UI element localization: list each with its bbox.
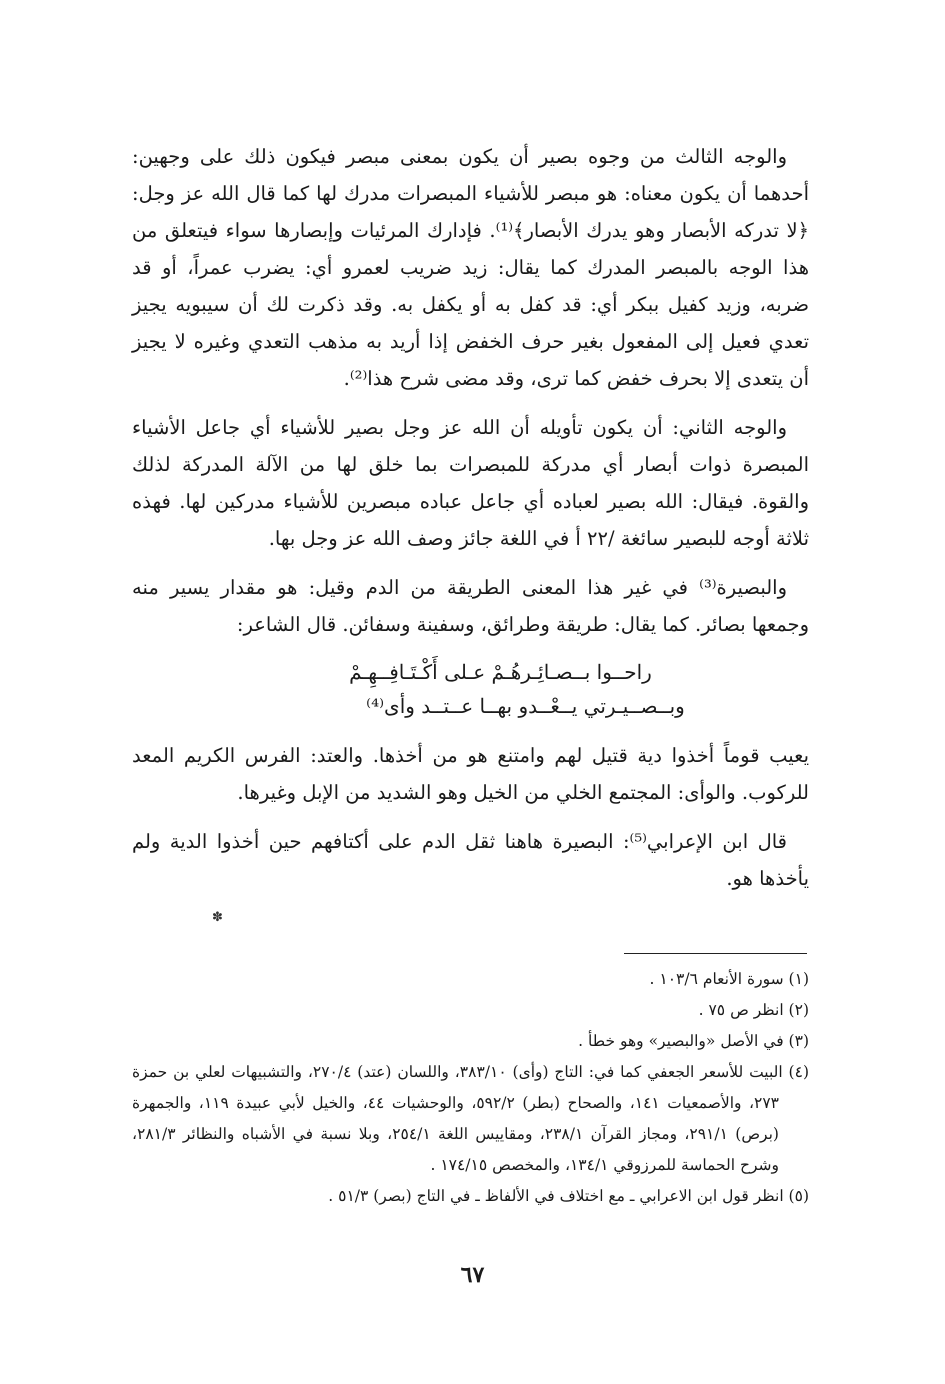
footnote-3: (٣) في الأصل «والبصير» وهو خطأ . — [578, 1032, 809, 1050]
poetry-verse — [132, 655, 809, 723]
paragraph-basira-definition: والبصيرة⁽³⁾ في غير هذا المعنى الطريقة من الدم وقيل: هو مقدار يسير منه وجمعها بصائر. كما يقال: طريقة وطرائق، وسفينة وسفائن. قال الشاعر: — [132, 576, 809, 636]
paragraph-verse-explanation: يعيب قوماً أخذوا دية قتيل لهم وامتنع هو من أخذها. والعتد: الفرس الكريم المعد للركوب. والوأى: المجتمع الخلي من الخيل وهو الشديد من الإبل وغيرها. — [132, 744, 809, 804]
verse-hemistich-2: وبــصــيـرتي يــعْــدو بهــا عــتــد وأى⁽⁴⁾ — [366, 694, 685, 718]
footnote-1: (١) سورة الأنعام ١٠٣/٦ . — [649, 970, 809, 988]
footnotes — [132, 964, 809, 1212]
footnote-2: (٢) انظر ص ٧٥ . — [698, 1001, 809, 1019]
verse-hemistich-1: راحــوا بــصـائِـرهُـمْ عـلى أَكْـتَـافِــهِـمْ — [349, 660, 652, 684]
main-text — [132, 138, 809, 909]
paragraph-third-aspect: والوجه الثالث من وجوه بصير أن يكون بمعنى مبصر فيكون ذلك على وجهين: أحدهما أن يكون معناه: هو مبصر للأشياء المبصرات مدرك لها كما قال الله عز وجل: ﴿لا تدركه الأبصار وهو يدرك الأبصار﴾⁽¹⁾. فإدارك المرئيات وإبصارها سواء فيتعلق من هذا الوجه بالمبصر المدرك كما يقال: زيد ضريب لعمرو أي: يضرب عمراً، أو قد ضربه، وزيد كفيل ببكر أي: قد كفل به أو يكفل به. وقد ذكرت لك أن سيبويه يجيز تعدي فعيل إلى المفعول بغير حرف الخفض إذا أريد به مذهب التعدي وغيره لا يجيز أن يتعدى إلا بحرف خفض كما ترى، وقد مضى شرح هذا⁽²⁾. — [132, 145, 810, 390]
footnote-separator — [624, 953, 807, 954]
paragraph-second-aspect: والوجه الثاني: أن يكون تأويله أن الله عز وجل بصير للأشياء أي جاعل الأشياء المبصرة ذوات أبصار أي مدركة للمبصرات بما خلق لها من الآلة المدركة لذلك والقوة. فيقال: الله بصير لعباده أي جاعل عباده مبصرين للأشياء مدركين لها. فهذه ثلاثة أوجه للبصير سائغة /٢٢ أ في اللغة جائز وصف الله عز وجل بها. — [132, 416, 809, 550]
page-number: ٦٧ — [460, 1262, 485, 1288]
footnote-5: (٥) انظر قول ابن الاعرابي ـ مع اختلاف في الألفاظ ـ في التاج (بصر) ٥١/٣ . — [328, 1187, 809, 1205]
paragraph-ibn-arabi: قال ابن الإعرابي⁽⁵⁾: البصيرة هاهنا ثقل الدم على أكتافهم حين أخذوا الدية ولم يأخذها هو. — [132, 830, 809, 890]
ink-speck-mark: ✽ — [212, 910, 223, 925]
footnote-4: (٤) البيت للأسعر الجعفي كما في: التاج (وأى) ٣٨٣/١٠، واللسان (عتد) ٢٧٠/٤، والتشبيهات لعلي بن حمزة ٢٧٣، والأصمعيات ١٤١، والصحاح (بطر) ٥٩٢/٢، والوحشيات ٤٤، والخيل لأبي عبيدة ١١٩، والجمهرة (برص) ٢٩١/١، ومجاز القرآن ٢٣٨/١، ومقاييس اللغة ٢٥٤/١، وبلا نسبة في الأشباه والنظائر ٢٨١/٣، وشرح الحماسة للمرزوقي ١٣٤/١، والمخصص ١٧٤/١٥ . — [132, 1063, 809, 1174]
